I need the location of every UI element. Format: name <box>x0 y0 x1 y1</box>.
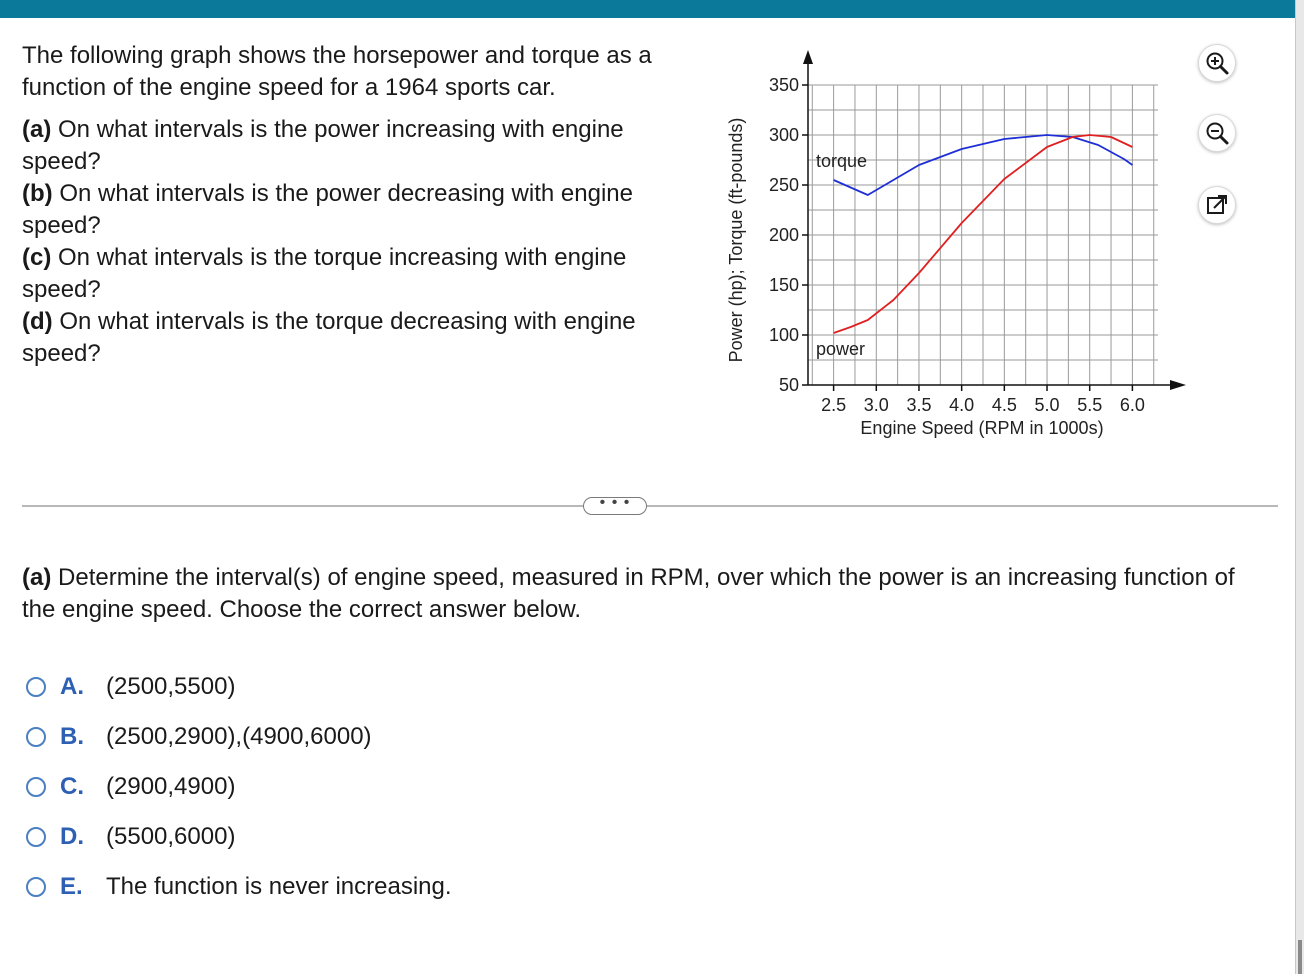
y-tick-label: 150 <box>768 275 799 295</box>
option-text: (5500,6000) <box>106 823 236 850</box>
option-text: (2500,2900),(4900,6000) <box>106 723 372 750</box>
answer-options <box>26 662 452 912</box>
engine-graph <box>720 40 1200 450</box>
y-tick-label: 100 <box>768 325 799 345</box>
x-axis-label: Engine Speed (RPM in 1000s) <box>860 418 1104 438</box>
option-letter: C. <box>60 773 84 800</box>
part-a-label: (a) <box>22 564 52 591</box>
item-label: (b) <box>22 180 53 207</box>
item-text: On what intervals is the torque increasing with engine speed? <box>22 244 627 303</box>
option-b[interactable] <box>26 712 452 762</box>
torque-label: torque <box>816 151 868 171</box>
option-e[interactable] <box>26 862 452 912</box>
radio-button[interactable] <box>26 827 46 847</box>
item-text: On what intervals is the power decreasing with engine speed? <box>22 180 633 239</box>
y-tick-label: 350 <box>768 75 799 95</box>
option-letter: A. <box>60 673 84 700</box>
open-external-icon <box>1204 192 1230 218</box>
item-label: (a) <box>22 116 52 143</box>
x-tick-label: 3.0 <box>863 395 889 415</box>
radio-button[interactable] <box>26 727 46 747</box>
item-text: On what intervals is the torque decreasing with engine speed? <box>22 308 636 367</box>
open-external-button[interactable] <box>1198 186 1236 224</box>
item-label: (d) <box>22 308 53 335</box>
zoom-out-icon <box>1204 120 1230 146</box>
item-label: (c) <box>22 244 52 271</box>
part-a-prompt <box>22 562 1242 626</box>
y-tick-label: 50 <box>778 375 799 395</box>
scrollbar-thumb[interactable] <box>1298 940 1302 974</box>
question-item-d <box>22 306 702 370</box>
x-tick-label: 5.5 <box>1077 395 1103 415</box>
radio-button[interactable] <box>26 877 46 897</box>
zoom-out-button[interactable] <box>1198 114 1236 152</box>
x-tick-label: 5.0 <box>1034 395 1060 415</box>
x-tick-label: 3.5 <box>906 395 932 415</box>
x-tick-label: 4.5 <box>991 395 1017 415</box>
section-divider <box>22 505 1278 507</box>
option-text: (2500,5500) <box>106 673 236 700</box>
question-text <box>22 40 702 370</box>
item-text: On what intervals is the power increasing with engine speed? <box>22 116 624 175</box>
graph-ticks <box>769 75 1145 415</box>
x-tick-label: 6.0 <box>1119 395 1145 415</box>
option-d[interactable] <box>26 812 452 862</box>
question-intro: The following graph shows the horsepower and torque as a function of the engine speed for a 1964 sports car. <box>22 42 652 101</box>
question-item-c <box>22 242 702 306</box>
option-letter: B. <box>60 723 84 750</box>
y-axis-label: Power (hp); Torque (ft-pounds) <box>726 117 746 363</box>
zoom-in-button[interactable] <box>1198 44 1236 82</box>
option-a[interactable] <box>26 662 452 712</box>
radio-button[interactable] <box>26 777 46 797</box>
radio-button[interactable] <box>26 677 46 697</box>
option-text: The function is never increasing. <box>106 873 452 900</box>
power-label: power <box>816 339 866 359</box>
x-tick-label: 2.5 <box>821 395 847 415</box>
part-a-text: Determine the interval(s) of engine speed, measured in RPM, over which the power is an increasing function of the engine speed. Choose the correct answer below. <box>22 564 1235 623</box>
y-axis-arrow-icon <box>803 50 813 64</box>
y-tick-label: 250 <box>768 175 799 195</box>
x-tick-label: 4.0 <box>949 395 975 415</box>
y-tick-label: 300 <box>768 125 799 145</box>
option-c[interactable] <box>26 762 452 812</box>
more-button[interactable]: • • • <box>583 497 647 515</box>
question-item-a <box>22 114 702 178</box>
zoom-in-icon <box>1204 50 1230 76</box>
option-letter: D. <box>60 823 84 850</box>
option-letter: E. <box>60 873 83 900</box>
y-tick-label: 200 <box>768 225 799 245</box>
top-bar <box>0 0 1296 18</box>
window-scrollbar[interactable] <box>1295 0 1304 974</box>
question-item-b <box>22 178 702 242</box>
x-axis-arrow-icon <box>1170 380 1186 390</box>
option-text: (2900,4900) <box>106 773 236 800</box>
